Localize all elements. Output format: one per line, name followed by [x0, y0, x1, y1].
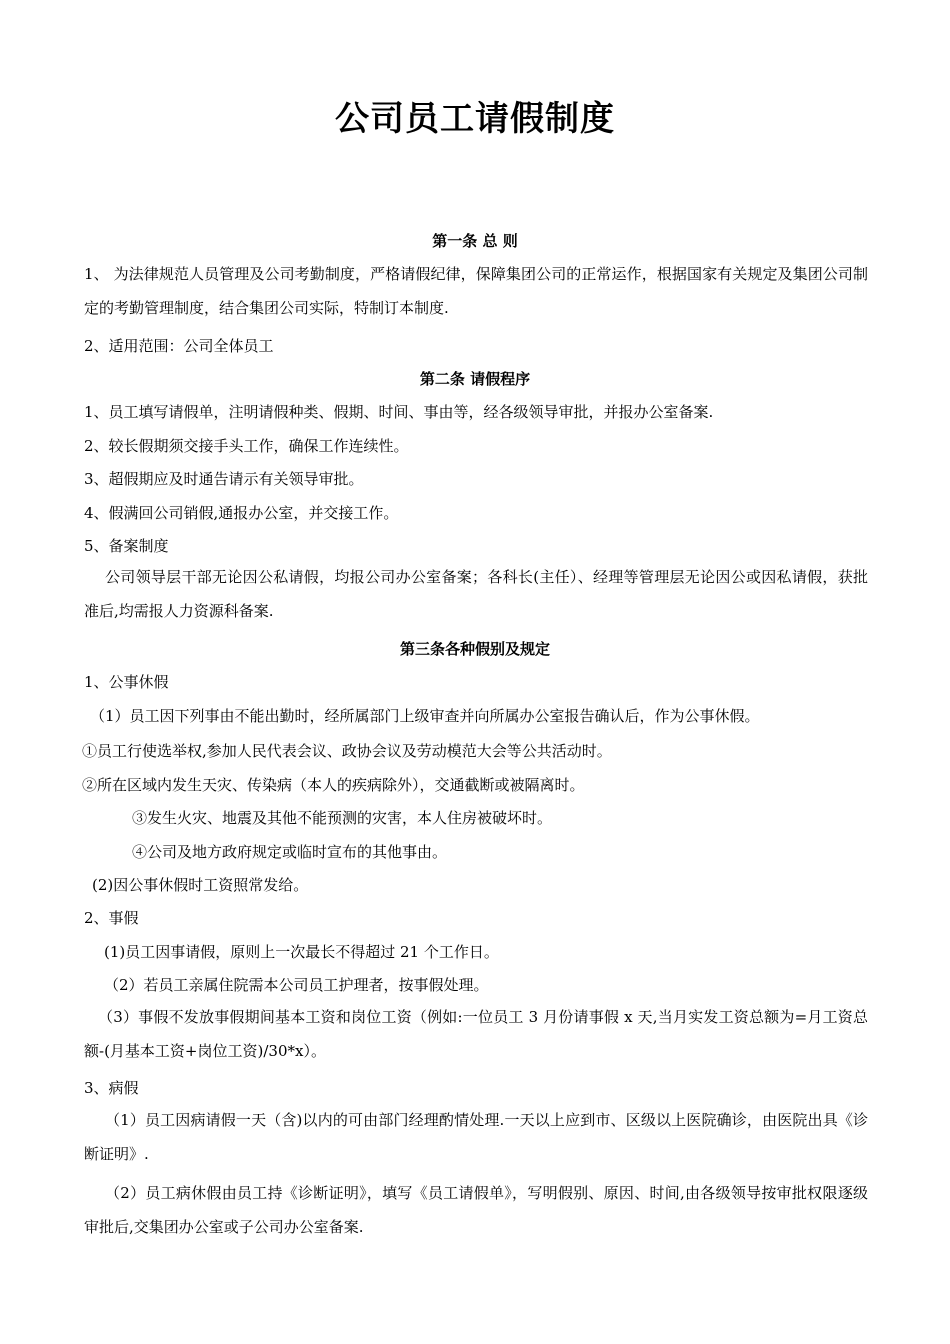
section1-paragraph-2: 2、适用范围：公司全体员工 [84, 337, 274, 355]
section2-item-4: 4、假满回公司销假,通报办公室，并交接工作。 [84, 504, 399, 522]
personal-leave-title: 2、事假 [84, 909, 139, 927]
sick-leave-paragraph-2: （2）员工病休假由员工持《诊断证明》，填写《员工请假单》，写明假别、原因、时间,由各级领导按审批权限逐级审批后,交集团办公室或子公司办公室备案. [84, 1184, 868, 1236]
public-leave-case-1: ①员工行使选举权,参加人民代表会议、政协会议及劳动模范大会等公共活动时。 [82, 742, 612, 760]
public-leave-case-3: ③发生火灾、地震及其他不能预测的灾害，本人住房被破坏时。 [132, 809, 553, 827]
section2-filing-paragraph: 公司领导层干部无论因公私请假，均报公司办公室备案；各科长(主任）、经理等管理层无论因公或因私请假，获批准后,均需报人力资源科备案. [84, 568, 868, 620]
public-leave-title: 1、公事休假 [84, 673, 169, 691]
section2-item-3: 3、超假期应及时通告请示有关领导审批。 [84, 470, 364, 488]
section2-item-5: 5、备案制度 [84, 537, 169, 555]
section2-item-1: 1、员工填写请假单，注明请假种类、假期、时间、事由等，经各级领导审批，并报办公室备案. [84, 403, 714, 421]
section-heading-1: 第一条 总 则 [432, 232, 518, 250]
sick-leave-paragraph-1: （1）员工因病请假一天（含)以内的可由部门经理酌情处理.一天以上应到市、区级以上医院确诊，由医院出具《诊断证明》. [84, 1111, 868, 1163]
document-title: 公司员工请假制度 [335, 99, 615, 139]
personal-leave-paragraph-1: (1)员工因事请假，原则上一次最长不得超过 21 个工作日。 [104, 943, 499, 961]
public-leave-case-2: ②所在区域内发生天灾、传染病（本人的疾病除外），交通截断或被隔离时。 [82, 776, 585, 794]
personal-leave-paragraph-2: （2）若员工亲属住院需本公司员工护理者，按事假处理。 [104, 976, 489, 994]
section-heading-3: 第三条各种假别及规定 [399, 640, 550, 658]
section1-paragraph-1: 1、 为法律规范人员管理及公司考勤制度，严格请假纪律，保障集团公司的正常运作，根据国家有关规定及集团公司制定的考勤管理制度，结合集团公司实际，特制订本制度. [84, 265, 868, 317]
public-leave-case-4: ④公司及地方政府规定或临时宣布的其他事由。 [132, 843, 448, 861]
sick-leave-title: 3、病假 [84, 1079, 139, 1097]
section2-item-2: 2、较长假期须交接手头工作，确保工作连续性。 [84, 437, 409, 455]
public-leave-paragraph-2: (2)因公事休假时工资照常发给。 [92, 876, 309, 894]
public-leave-paragraph-1: （1）员工因下列事由不能出勤时，经所属部门上级审查并向所属办公室报告确认后，作为公事休假。 [90, 707, 760, 725]
personal-leave-paragraph-3: （3）事假不发放事假期间基本工资和岗位工资（例如:一位员工 3 月份请事假 x 天,当月实发工资总额为=月工资总额-(月基本工资+岗位工资)/30*x）。 [84, 1008, 868, 1060]
section-heading-2: 第二条 请假程序 [419, 370, 531, 388]
